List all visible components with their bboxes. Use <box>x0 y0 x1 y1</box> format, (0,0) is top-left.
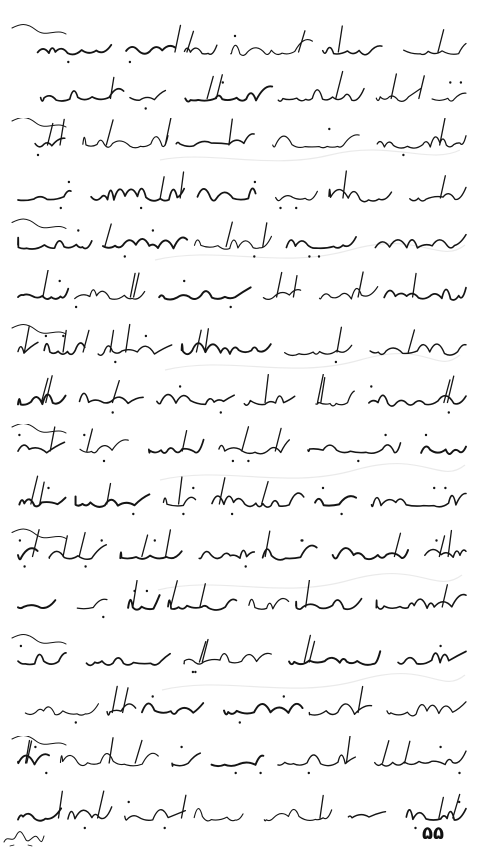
ink-word <box>387 702 466 716</box>
ink-word <box>18 191 71 201</box>
ink-dot <box>75 721 77 723</box>
ink-dot <box>239 721 241 723</box>
ink-dot <box>448 411 450 413</box>
ink-word <box>98 345 172 355</box>
ink-dot <box>414 827 416 829</box>
ink-word <box>25 704 98 715</box>
manuscript-line <box>6 218 472 268</box>
ink-stroke <box>110 77 113 98</box>
ink-dot <box>308 772 310 774</box>
ink-word <box>384 288 466 300</box>
manuscript-line <box>6 374 472 424</box>
ink-dot <box>124 255 126 257</box>
ink-stroke <box>383 741 389 763</box>
ink-word <box>103 237 187 248</box>
ink-stroke <box>181 795 185 818</box>
ink-dot <box>449 81 451 83</box>
ink-stroke <box>336 72 343 99</box>
ink-stroke <box>123 688 128 713</box>
ink-dot <box>384 434 386 436</box>
ink-stroke <box>304 635 310 662</box>
ink-dot <box>433 487 435 489</box>
ink-stroke <box>448 531 451 557</box>
ink-stroke <box>60 119 64 145</box>
ink-dot <box>45 335 47 337</box>
ink-dot <box>458 772 460 774</box>
manuscript-line <box>6 736 472 786</box>
ink-word <box>273 135 359 148</box>
ink-dot <box>245 565 247 567</box>
ink-word <box>285 345 352 355</box>
ink-dot <box>154 539 156 541</box>
ink-word <box>375 751 466 766</box>
ink-dot <box>180 746 182 748</box>
ink-word <box>197 188 255 200</box>
ink-stroke <box>263 223 267 247</box>
ink-dot <box>102 616 104 618</box>
handwritten-margin-note-icon <box>12 424 66 433</box>
ink-word <box>286 237 356 248</box>
manuscript-line <box>6 528 472 578</box>
ink-dot <box>318 255 320 257</box>
ink-word <box>18 600 55 608</box>
ink-stroke <box>166 530 171 557</box>
ink-dot <box>68 181 70 183</box>
ink-stroke <box>142 535 148 556</box>
ink-dot <box>322 487 324 489</box>
ink-word <box>421 447 466 455</box>
manuscript-line <box>6 424 472 474</box>
ink-dot <box>183 280 185 282</box>
ink-stroke <box>242 427 249 451</box>
ink-word <box>80 393 144 403</box>
ink-dot <box>460 81 462 83</box>
ink-dot <box>34 746 36 748</box>
ink-dot <box>45 772 47 774</box>
ink-word <box>278 89 364 102</box>
ink-stroke <box>444 380 450 403</box>
ink-word <box>249 599 289 610</box>
ink-stroke <box>112 381 119 403</box>
ink-word <box>126 46 175 54</box>
ink-word <box>289 651 380 665</box>
ink-word <box>308 443 401 453</box>
ink-stroke <box>346 736 350 763</box>
ink-dot <box>439 746 441 748</box>
manuscript-line <box>6 474 472 524</box>
ink-word <box>125 810 186 821</box>
ink-stroke <box>58 791 62 818</box>
ink-dot <box>235 772 237 774</box>
ink-dot <box>279 207 281 209</box>
ink-stroke <box>275 428 281 451</box>
ink-stroke <box>293 276 297 297</box>
ink-dot <box>232 460 234 462</box>
ink-word <box>348 812 385 818</box>
ink-dot <box>254 181 256 183</box>
ink-dot <box>425 434 427 436</box>
ink-stroke <box>98 791 104 818</box>
ink-stroke <box>31 476 38 504</box>
ink-dot <box>59 280 61 282</box>
ink-dot <box>20 645 22 647</box>
ink-word <box>130 91 165 101</box>
ink-stroke <box>87 429 93 451</box>
ink-dot <box>439 645 441 647</box>
ink-word <box>224 704 303 715</box>
ink-word <box>398 651 466 664</box>
ink-dot <box>114 361 116 363</box>
ink-dot <box>308 255 310 257</box>
ink-word <box>142 703 203 714</box>
ink-word <box>194 809 243 821</box>
ink-stroke <box>207 76 213 98</box>
ink-word <box>18 238 92 249</box>
manuscript-line <box>6 632 472 682</box>
ink-word <box>406 809 466 820</box>
ink-dot <box>145 107 147 109</box>
ink-stroke <box>105 224 111 246</box>
ink-dot <box>132 513 134 515</box>
ink-dot <box>133 590 135 592</box>
ink-stroke <box>453 794 460 818</box>
ink-word <box>18 754 49 764</box>
ink-word <box>194 236 271 249</box>
ink-word <box>320 287 378 299</box>
ink-dot <box>140 207 142 209</box>
ink-dot <box>220 411 222 413</box>
ink-dot <box>179 385 181 387</box>
ink-stroke <box>262 482 268 504</box>
ink-dot <box>253 255 255 257</box>
ink-word <box>18 808 61 820</box>
ink-word <box>329 189 392 201</box>
ink-word <box>425 550 466 558</box>
ink-word <box>18 342 38 353</box>
handwritten-signature-icon <box>2 826 46 848</box>
ink-stroke <box>83 330 89 352</box>
ink-dot <box>129 61 131 63</box>
ink-dot <box>231 513 233 515</box>
ink-dot <box>83 434 85 436</box>
ink-stroke <box>40 482 44 504</box>
ink-stroke <box>63 536 67 557</box>
ink-dot <box>328 128 330 130</box>
ink-dot <box>62 335 64 337</box>
ink-stroke <box>200 584 205 607</box>
ink-dot <box>152 695 154 697</box>
ink-word <box>157 395 234 405</box>
manuscript-line <box>6 322 472 372</box>
manuscript-line <box>6 70 472 120</box>
ink-dot <box>234 35 236 37</box>
ink-dot <box>60 207 62 209</box>
ink-stroke <box>33 530 40 557</box>
ink-stroke <box>438 30 444 52</box>
manuscript-line <box>6 270 472 320</box>
ink-stroke <box>299 31 305 52</box>
ink-stroke <box>160 177 164 198</box>
ink-word <box>263 546 317 560</box>
ink-dot <box>435 539 437 541</box>
ink-word <box>149 440 204 453</box>
ink-dot <box>300 539 302 541</box>
ink-dot <box>259 772 261 774</box>
ink-word <box>410 187 466 201</box>
ink-word <box>199 550 254 558</box>
ink-word <box>212 493 304 507</box>
ink-stroke <box>106 120 113 145</box>
ink-stroke <box>440 118 445 145</box>
ink-dot <box>47 487 49 489</box>
ink-word <box>68 807 112 819</box>
manuscript-line <box>6 788 472 838</box>
ink-stroke <box>309 641 314 662</box>
handwritten-margin-note-icon <box>12 25 66 35</box>
ink-dot <box>335 361 337 363</box>
ink-word <box>182 343 271 354</box>
ink-dot <box>283 695 285 697</box>
manuscript-line <box>6 168 472 218</box>
manuscript-line <box>6 22 472 72</box>
ink-word <box>18 442 64 452</box>
ink-dot <box>128 801 130 803</box>
ink-word <box>77 599 107 608</box>
ink-word <box>376 89 420 102</box>
ink-dot <box>103 460 105 462</box>
ink-word <box>376 595 466 609</box>
ink-dot <box>84 565 86 567</box>
page-number: ۵۵ <box>422 823 444 844</box>
ink-dot <box>444 487 446 489</box>
ink-dot <box>19 539 21 541</box>
ink-stroke <box>43 270 48 297</box>
ink-word <box>18 653 66 665</box>
ink-word <box>372 494 466 507</box>
ink-word <box>184 653 271 664</box>
ink-stroke <box>320 795 323 818</box>
ink-dot <box>194 671 196 673</box>
ink-stroke <box>265 375 268 403</box>
ink-dot <box>340 513 342 515</box>
ink-dot <box>192 487 194 489</box>
ink-dot <box>145 335 147 337</box>
ink-dot <box>230 306 232 308</box>
ink-stroke <box>394 533 400 556</box>
ink-dot <box>247 460 249 462</box>
ink-word <box>404 44 466 55</box>
handwritten-margin-note-icon <box>12 219 66 229</box>
ink-dot <box>37 154 39 156</box>
ink-stroke <box>165 118 171 145</box>
ink-word <box>315 496 356 505</box>
ink-stroke <box>196 330 201 352</box>
ink-stroke <box>306 580 310 607</box>
ink-dot <box>357 460 359 462</box>
ink-stroke <box>179 477 182 504</box>
ink-dot <box>222 81 224 83</box>
ink-stroke <box>79 533 85 557</box>
ink-word <box>49 545 106 559</box>
handwritten-margin-note-icon <box>12 635 66 645</box>
ink-word <box>375 235 466 248</box>
ink-stroke <box>408 330 414 352</box>
ink-dot <box>295 207 297 209</box>
ink-word <box>432 93 466 101</box>
manuscript-line <box>6 580 472 630</box>
ink-word <box>159 287 250 299</box>
ink-word <box>107 704 136 715</box>
ink-stroke <box>405 741 410 763</box>
ink-word <box>120 551 181 559</box>
ink-stroke <box>442 585 447 607</box>
ink-stroke <box>338 26 342 52</box>
ink-dot <box>370 385 372 387</box>
handwritten-margin-note-icon <box>12 736 66 745</box>
manuscript-line <box>6 118 472 168</box>
ink-stroke <box>126 324 130 352</box>
ink-dot <box>84 827 86 829</box>
ink-dot <box>112 411 114 413</box>
ink-stroke <box>265 531 270 556</box>
ink-stroke <box>337 327 341 352</box>
ink-word <box>91 189 184 201</box>
ink-word <box>38 45 112 55</box>
ink-word <box>172 753 200 766</box>
ink-stroke <box>391 74 396 99</box>
ink-stroke <box>133 581 137 607</box>
ink-word <box>19 498 65 507</box>
ink-word <box>176 134 254 146</box>
ink-dot <box>402 154 404 156</box>
ink-word <box>244 396 294 405</box>
ink-stroke <box>439 797 443 818</box>
ink-stroke <box>135 740 142 763</box>
ink-dot <box>67 61 69 63</box>
ink-word <box>323 46 382 55</box>
ink-word <box>76 494 150 507</box>
ink-word <box>278 755 355 766</box>
ink-dot <box>164 827 166 829</box>
ink-word <box>276 191 318 200</box>
ink-word <box>369 395 466 406</box>
ink-word <box>309 704 371 715</box>
ink-dot <box>182 513 184 515</box>
ink-stroke <box>175 25 181 52</box>
ink-dot <box>101 539 103 541</box>
ink-dot <box>146 590 148 592</box>
ink-dot <box>192 671 194 673</box>
ink-dot <box>18 434 20 436</box>
manuscript-line <box>6 684 472 734</box>
ink-dot <box>458 801 460 803</box>
ink-dot <box>77 229 79 231</box>
ink-word <box>87 654 171 666</box>
ink-dot <box>75 306 77 308</box>
ink-word <box>219 440 289 454</box>
handwritten-margin-note-icon <box>12 118 66 127</box>
ink-word <box>212 756 264 766</box>
ink-dot <box>152 229 154 231</box>
ink-dot <box>23 565 25 567</box>
ink-word <box>168 599 236 610</box>
ink-stroke <box>171 581 178 607</box>
handwritten-margin-note-icon <box>12 325 66 335</box>
ink-word <box>377 136 466 148</box>
ink-stroke <box>419 76 424 99</box>
ink-word <box>370 344 466 355</box>
ink-word <box>83 136 168 148</box>
ink-word <box>185 86 272 101</box>
ink-stroke <box>48 124 53 145</box>
ink-stroke <box>112 686 117 712</box>
